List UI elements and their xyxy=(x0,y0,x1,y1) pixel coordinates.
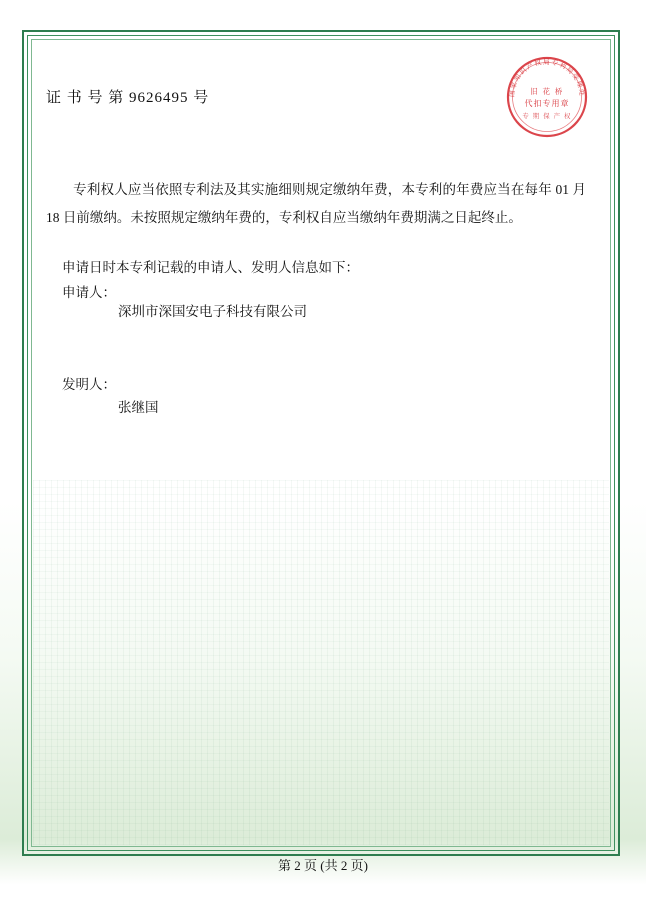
annual-fee-paragraph xyxy=(46,176,586,232)
svg-text:旧 花 桥: 旧 花 桥 xyxy=(530,87,564,96)
inventor-name: 张继国 xyxy=(118,400,159,415)
records-heading: 申请日时本专利记载的申请人、发明人信息如下： xyxy=(62,260,359,275)
inventor-label: 发明人： xyxy=(62,377,116,392)
corner-ornament-bottom-left xyxy=(22,830,48,856)
page-footer: 第 2 页 (共 2 页) xyxy=(278,858,368,873)
applicant-name: 深圳市深国安电子科技有限公司 xyxy=(118,304,307,319)
svg-text:代扣专用章: 代扣专用章 xyxy=(524,99,570,108)
svg-text:国家知识产权局专利局受理处: 国家知识产权局专利局受理处 xyxy=(508,59,586,98)
corner-ornament-top-left xyxy=(22,30,48,56)
svg-text:专 期 保 产 权: 专 期 保 产 权 xyxy=(522,113,572,120)
border-hairline xyxy=(31,39,611,847)
applicant-label: 申请人： xyxy=(62,285,116,300)
certificate-number: 证 书 号 第 9626495 号 xyxy=(46,90,210,106)
annual-fee-paragraph-text: 专利权人应当依照专利法及其实施细则规定缴纳年费，本专利的年费应当在每年 01 月 18 日前缴纳。未按照规定缴纳年费的，专利权自应当缴纳年费期满之日起终止。 xyxy=(46,182,586,225)
corner-ornament-bottom-right xyxy=(594,830,620,856)
official-seal-stamp xyxy=(504,54,590,140)
corner-ornament-top-right xyxy=(594,30,620,56)
